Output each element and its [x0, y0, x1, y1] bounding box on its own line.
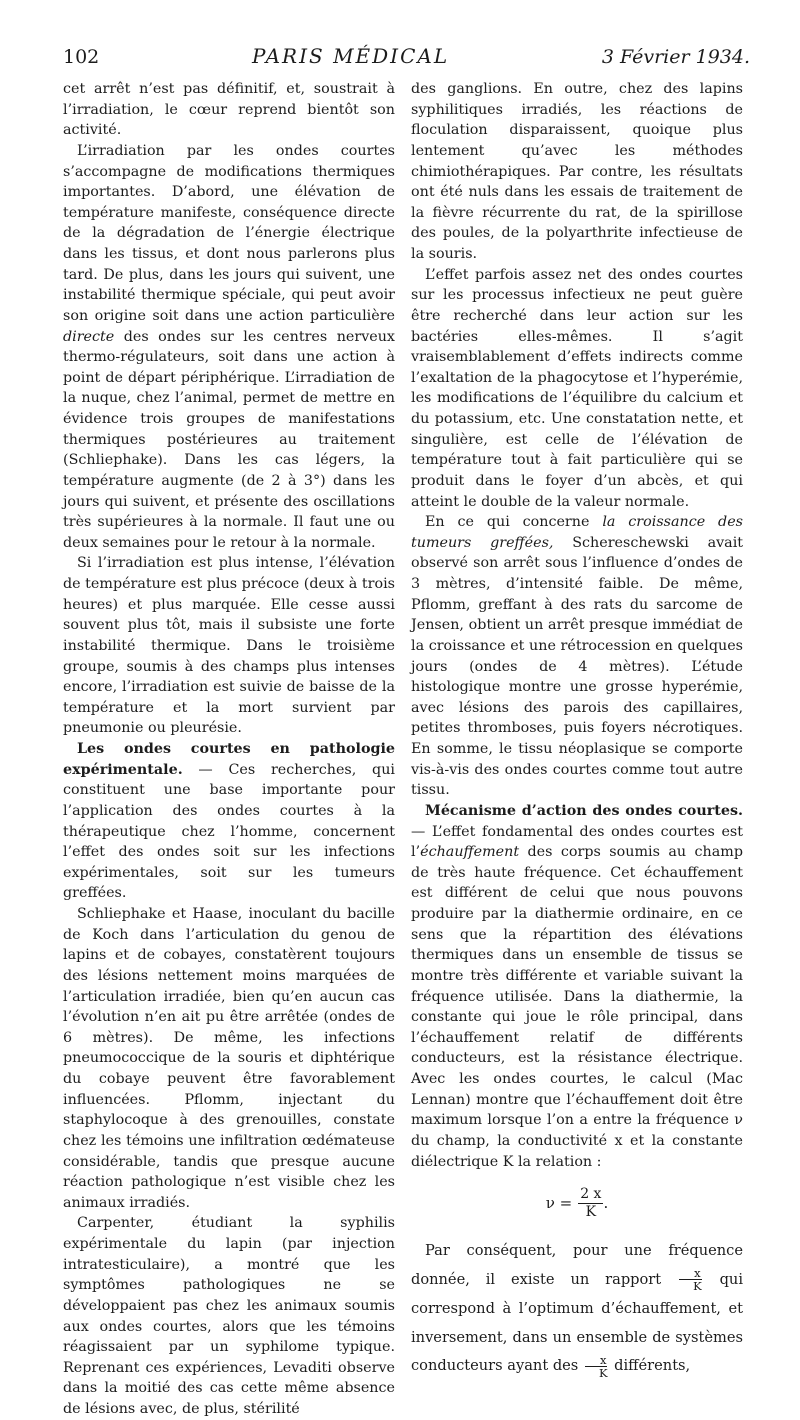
formula	[411, 1179, 743, 1227]
page-header	[63, 44, 750, 72]
section-paragraph: Les ondes courtes en pathologie expérimentale. — Ces recherches, qui constituent une base importante pour l’application des ondes courtes à la thérapeutique chez l’homme, concernent l’effet des ondes soit sur les infections expérimentales, soit sur les tumeurs greffées.	[63, 741, 395, 902]
right-column	[411, 79, 743, 1381]
journal-title: PARIS MÉDICAL	[251, 44, 450, 68]
formula-lhs: ν =	[545, 1193, 573, 1212]
paragraph: Par conséquent, pour une fréquence donnée, il existe un rapport $\frac{x}{K}$ qui correspond à l’optimum d’échauffement, et inversement, dans un ensemble de systèmes conducteurs ayant des $\frac{x}{K}$ différents,	[411, 1242, 744, 1380]
paragraph: L’irradiation par les ondes courtes s’accompagne de modifications thermiques importantes. D’abord, une élévation de température manifeste, conséquence directe de la dégradation de l’énergie électrique dans les tissus, et dont nous parlerons plus tard. De plus, dans les jours qui suivent, une instabilité thermique spéciale, qui peut avoir son origine soit dans une action particulière directe des ondes sur les centres nerveux thermo-régulateurs, soit dans une action à point de départ périphérique. L’irradiation de la nuque, chez l’animal, permet de mettre en évidence trois groupes de manifestations thermiques postérieures au traitement (Schliephake). Dans les cas légers, la température augmente (de 2 à 3°) dans les jours qui suivent, et présente des oscillations très supérieures à la normale. Il faut une ou deux semaines pour le retour à la normale.	[63, 142, 395, 551]
paragraph: Schliephake et Haase, inoculant du bacille de Koch dans l’articulation du genou de lapins et de cobayes, constatèrent toujours des lésions nettement moins marquées de l’articulation irradiée, bien qu’en aucun cas l’évolution n’en ait pu être arrêtée (ondes de 6 mètres). De même, les infections pneumococcique de la souris et diphtérique du cobaye peuvent être favorablement influencées. Pflomm, injectant du staphylocoque à des grenouilles, constate chez les témoins une infiltration œdémateuse considérable, tandis que presque aucune réaction pathologique n’est visible chez les animaux irradiés.	[63, 906, 395, 1211]
page-number: 102	[63, 46, 100, 68]
emphasis: échauffement	[420, 844, 520, 861]
left-column	[63, 79, 395, 1420]
inline-fraction: $\frac{x}{K}$	[585, 1354, 608, 1379]
paragraph: Si l’irradiation est plus intense, l’élévation de température est plus précoce (deux à trois heures) et plus marquée. Elle cesse aussi souvent plus tôt, mais il subsiste une forte instabilité thermique. Dans le troisième groupe, soumis à des champs plus intenses encore, l’irradiation est suivie de baisse de la température et la mort survient par pneumonie ou pleurésie.	[63, 555, 395, 737]
formula-numerator: 2 x	[580, 1185, 602, 1202]
paragraph: Carpenter, étudiant la syphilis expérimentale du lapin (par injection intratesticulaire), a montré que les symptômes pathologiques ne se développaient pas chez les animaux soumis aux ondes courtes, alors que les témoins réagissaient par un syphilome typique. Reprenant ces expériences, Levaditi observe dans la moitié des cas cette même absence de lésions avec, de plus, stérilité	[63, 1215, 395, 1417]
emphasis: directe	[63, 328, 115, 345]
emphasis: la croissance des tumeurs greffées,	[411, 514, 744, 551]
paragraph: des ganglions. En outre, chez des lapins syphilitiques irradiés, les réactions de floculation disparaissent, quoique plus lentement qu’avec les méthodes chimiothérapiques. Par contre, les résultats ont été nuls dans les essais de traitement de la fièvre récurrente du rat, de la spirillose des poules, de la polyarthrite infectieuse de la souris.	[411, 81, 743, 262]
inline-fraction: $\frac{x}{K}$	[679, 1267, 702, 1292]
paragraph: En ce qui concerne la croissance des tumeurs greffées, Schereschewski avait observé son arrêt sous l’influence d’ondes de 3 mètres, d’intensité faible. De même, Pflomm, greffant à des rats du sarcome de Jensen, obtient un arrêt presque immédiat de la croissance et une rétrocession en quelques jours (ondes de 4 mètres). L’étude histologique montre une grosse hyperémie, avec lésions des parois des capillaires, petites thromboses, puis foyers nécrotiques. En somme, le tissu néoplasique se comporte vis-à-vis des ondes courtes comme tout autre tissu.	[411, 514, 744, 799]
section-paragraph: Mécanisme d’action des ondes courtes. — L’effet fondamental des ondes courtes est l’échauffement des corps soumis au champ de très haute fréquence. Cet échauffement est différent de celui que nous pouvons produire par la diathermie ordinaire, en ce sens que la répartition des élévations thermiques dans un ensemble de tissus se montre très différente et variable suivant la fréquence utilisée. Dans la diathermie, la constante qui joue le rôle principal, dans l’échauffement relatif de différents conducteurs, est la résistance électrique. Avec les ondes courtes, le calcul (Mac Lennan) montre que l’échauffement doit être maximum lorsque l’on a entre la fréquence ν du champ, la conductivité x et la constante diélectrique K la relation :	[411, 802, 743, 1170]
paragraph: L’effet parfois assez net des ondes courtes sur les processus infectieux ne peut guère être recherché dans leur action sur les bactéries elles-mêmes. Il s’agit vraisemblablement d’effets indirects comme l’exaltation de la phagocytose et l’hyperémie, les modifications de l’équilibre du calcium et du potassium, etc. Une constatation nette, et singulière, est celle de l’élévation de température tout à fait particulière qui se produit dans le foyer d’un abcès, et qui atteint le double de la valeur normale.	[411, 266, 743, 510]
formula-end: .	[603, 1193, 609, 1212]
formula-fraction	[578, 1186, 603, 1221]
formula-denominator: K	[585, 1203, 597, 1220]
issue-date: 3 Février 1934.	[601, 46, 750, 68]
section-heading: Mécanisme d’action des ondes courtes.	[425, 802, 743, 819]
paragraph: cet arrêt n’est pas définitif, et, soustrait à l’irradiation, le cœur reprend bientôt son activité.	[63, 81, 395, 139]
section-heading: Les ondes courtes en pathologie expérimentale.	[63, 741, 395, 778]
